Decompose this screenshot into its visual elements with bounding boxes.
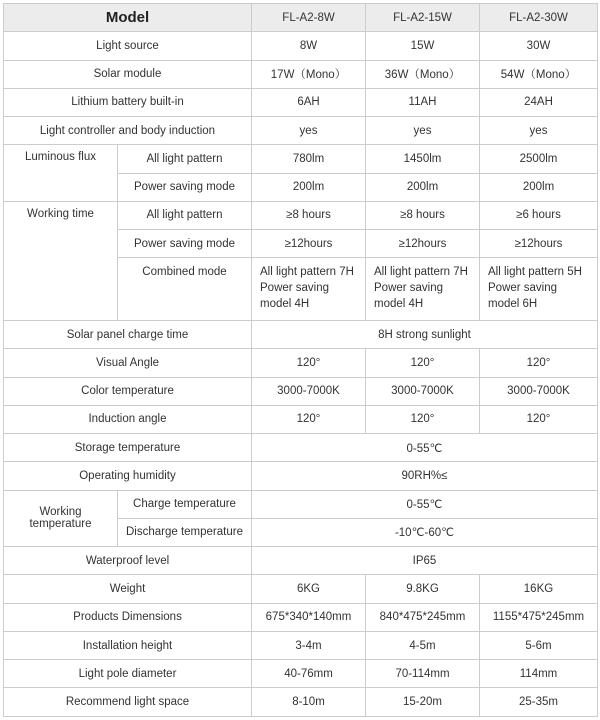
cell-value: 200lm: [366, 173, 480, 201]
cell-value: 8H strong sunlight: [252, 321, 598, 349]
table-row: [4, 88, 598, 116]
table-row: [4, 490, 598, 518]
model-header: Model: [4, 4, 252, 32]
row-label: Waterproof level: [4, 547, 252, 575]
cell-value: 8-10m: [252, 688, 366, 717]
table-row: [4, 349, 598, 377]
cell-value: 0-55℃: [252, 490, 598, 518]
cell-value: 25-35m: [480, 688, 598, 717]
cell-value: [366, 258, 480, 321]
row-label: Combined mode: [118, 258, 252, 321]
cell-value: 24AH: [480, 88, 598, 116]
cell-value: ≥12hours: [480, 230, 598, 258]
row-label: Discharge temperature: [118, 518, 252, 546]
cell-line: model 6H: [488, 298, 538, 311]
row-label: Recommend light space: [4, 688, 252, 717]
cell-line: model 4H: [374, 298, 424, 311]
row-label: Products Dimensions: [4, 603, 252, 631]
cell-value: 3-4m: [252, 631, 366, 659]
cell-value: 30W: [480, 32, 598, 60]
table-row: [4, 660, 598, 688]
group-label: Working temperature: [4, 490, 118, 547]
cell-value: 120°: [480, 405, 598, 433]
cell-value: 6AH: [252, 88, 366, 116]
model-3-header: FL-A2-30W: [480, 4, 598, 32]
row-label: Light pole diameter: [4, 660, 252, 688]
cell-line: All light pattern 7H: [374, 266, 468, 279]
row-label: Lithium battery built-in: [4, 88, 252, 116]
cell-value: ≥8 hours: [252, 201, 366, 229]
table-row: [4, 201, 598, 229]
cell-value: yes: [366, 117, 480, 145]
cell-value: -10℃-60℃: [252, 518, 598, 546]
cell-value: ≥12hours: [366, 230, 480, 258]
cell-value: 36W（Mono）: [366, 60, 480, 88]
cell-value: 15W: [366, 32, 480, 60]
cell-value: 90RH%≤: [252, 462, 598, 490]
cell-value: 120°: [252, 405, 366, 433]
cell-value: ≥12hours: [252, 230, 366, 258]
cell-line: Power saving: [374, 282, 444, 295]
cell-value: 120°: [366, 405, 480, 433]
cell-value: 5-6m: [480, 631, 598, 659]
cell-line: Power saving: [488, 282, 558, 295]
cell-value: 70-114mm: [366, 660, 480, 688]
table-row: [4, 688, 598, 717]
cell-value: [480, 258, 598, 321]
cell-value: ≥8 hours: [366, 201, 480, 229]
cell-value: 1155*475*245mm: [480, 603, 598, 631]
cell-value: 8W: [252, 32, 366, 60]
cell-value: 0-55℃: [252, 434, 598, 462]
cell-value: 11AH: [366, 88, 480, 116]
group-label: Luminous flux: [4, 145, 118, 202]
row-label: Visual Angle: [4, 349, 252, 377]
cell-value: 54W（Mono）: [480, 60, 598, 88]
row-label: Light source: [4, 32, 252, 60]
row-label: Weight: [4, 575, 252, 603]
cell-value: 840*475*245mm: [366, 603, 480, 631]
row-label: Charge temperature: [118, 490, 252, 518]
cell-value: 120°: [252, 349, 366, 377]
cell-line: model 4H: [260, 298, 310, 311]
cell-value: ≥6 hours: [480, 201, 598, 229]
table-row: [4, 32, 598, 60]
cell-line: All light pattern 7H: [260, 266, 354, 279]
row-label: All light pattern: [118, 145, 252, 173]
cell-value: 3000-7000K: [366, 377, 480, 405]
row-label: Storage temperature: [4, 434, 252, 462]
group-label: Working time: [4, 201, 118, 320]
cell-value: 780lm: [252, 145, 366, 173]
cell-value: 200lm: [480, 173, 598, 201]
cell-value: 17W（Mono）: [252, 60, 366, 88]
cell-value: 15-20m: [366, 688, 480, 717]
cell-value: 120°: [480, 349, 598, 377]
cell-value: 6KG: [252, 575, 366, 603]
table-row: [4, 631, 598, 659]
cell-value: yes: [480, 117, 598, 145]
cell-value: 120°: [366, 349, 480, 377]
table-row: [4, 377, 598, 405]
cell-line: Power saving: [260, 282, 330, 295]
table-row: [4, 405, 598, 433]
row-label: Light controller and body induction: [4, 117, 252, 145]
table-row: [4, 321, 598, 349]
row-label: Solar panel charge time: [4, 321, 252, 349]
row-label: All light pattern: [118, 201, 252, 229]
table-row: [4, 145, 598, 173]
cell-value: 16KG: [480, 575, 598, 603]
cell-value: [252, 258, 366, 321]
cell-value: IP65: [252, 547, 598, 575]
row-label: Power saving mode: [118, 230, 252, 258]
cell-value: 114mm: [480, 660, 598, 688]
table-row: [4, 547, 598, 575]
row-label: Solar module: [4, 60, 252, 88]
cell-value: yes: [252, 117, 366, 145]
cell-value: 4-5m: [366, 631, 480, 659]
cell-value: 3000-7000K: [480, 377, 598, 405]
table-row: [4, 603, 598, 631]
cell-line: All light pattern 5H: [488, 266, 582, 279]
cell-value: 3000-7000K: [252, 377, 366, 405]
row-label: Color temperature: [4, 377, 252, 405]
cell-value: 9.8KG: [366, 575, 480, 603]
cell-value: 1450lm: [366, 145, 480, 173]
row-label: Operating humidity: [4, 462, 252, 490]
cell-value: 40-76mm: [252, 660, 366, 688]
table-row: [4, 117, 598, 145]
table-row: [4, 60, 598, 88]
table-header-row: [4, 4, 598, 32]
model-2-header: FL-A2-15W: [366, 4, 480, 32]
model-1-header: FL-A2-8W: [252, 4, 366, 32]
cell-value: 200lm: [252, 173, 366, 201]
table-row: [4, 434, 598, 462]
cell-value: 2500lm: [480, 145, 598, 173]
spec-table: [3, 3, 598, 717]
row-label: Installation height: [4, 631, 252, 659]
table-row: [4, 462, 598, 490]
table-row: [4, 575, 598, 603]
row-label: Induction angle: [4, 405, 252, 433]
row-label: Power saving mode: [118, 173, 252, 201]
cell-value: 675*340*140mm: [252, 603, 366, 631]
